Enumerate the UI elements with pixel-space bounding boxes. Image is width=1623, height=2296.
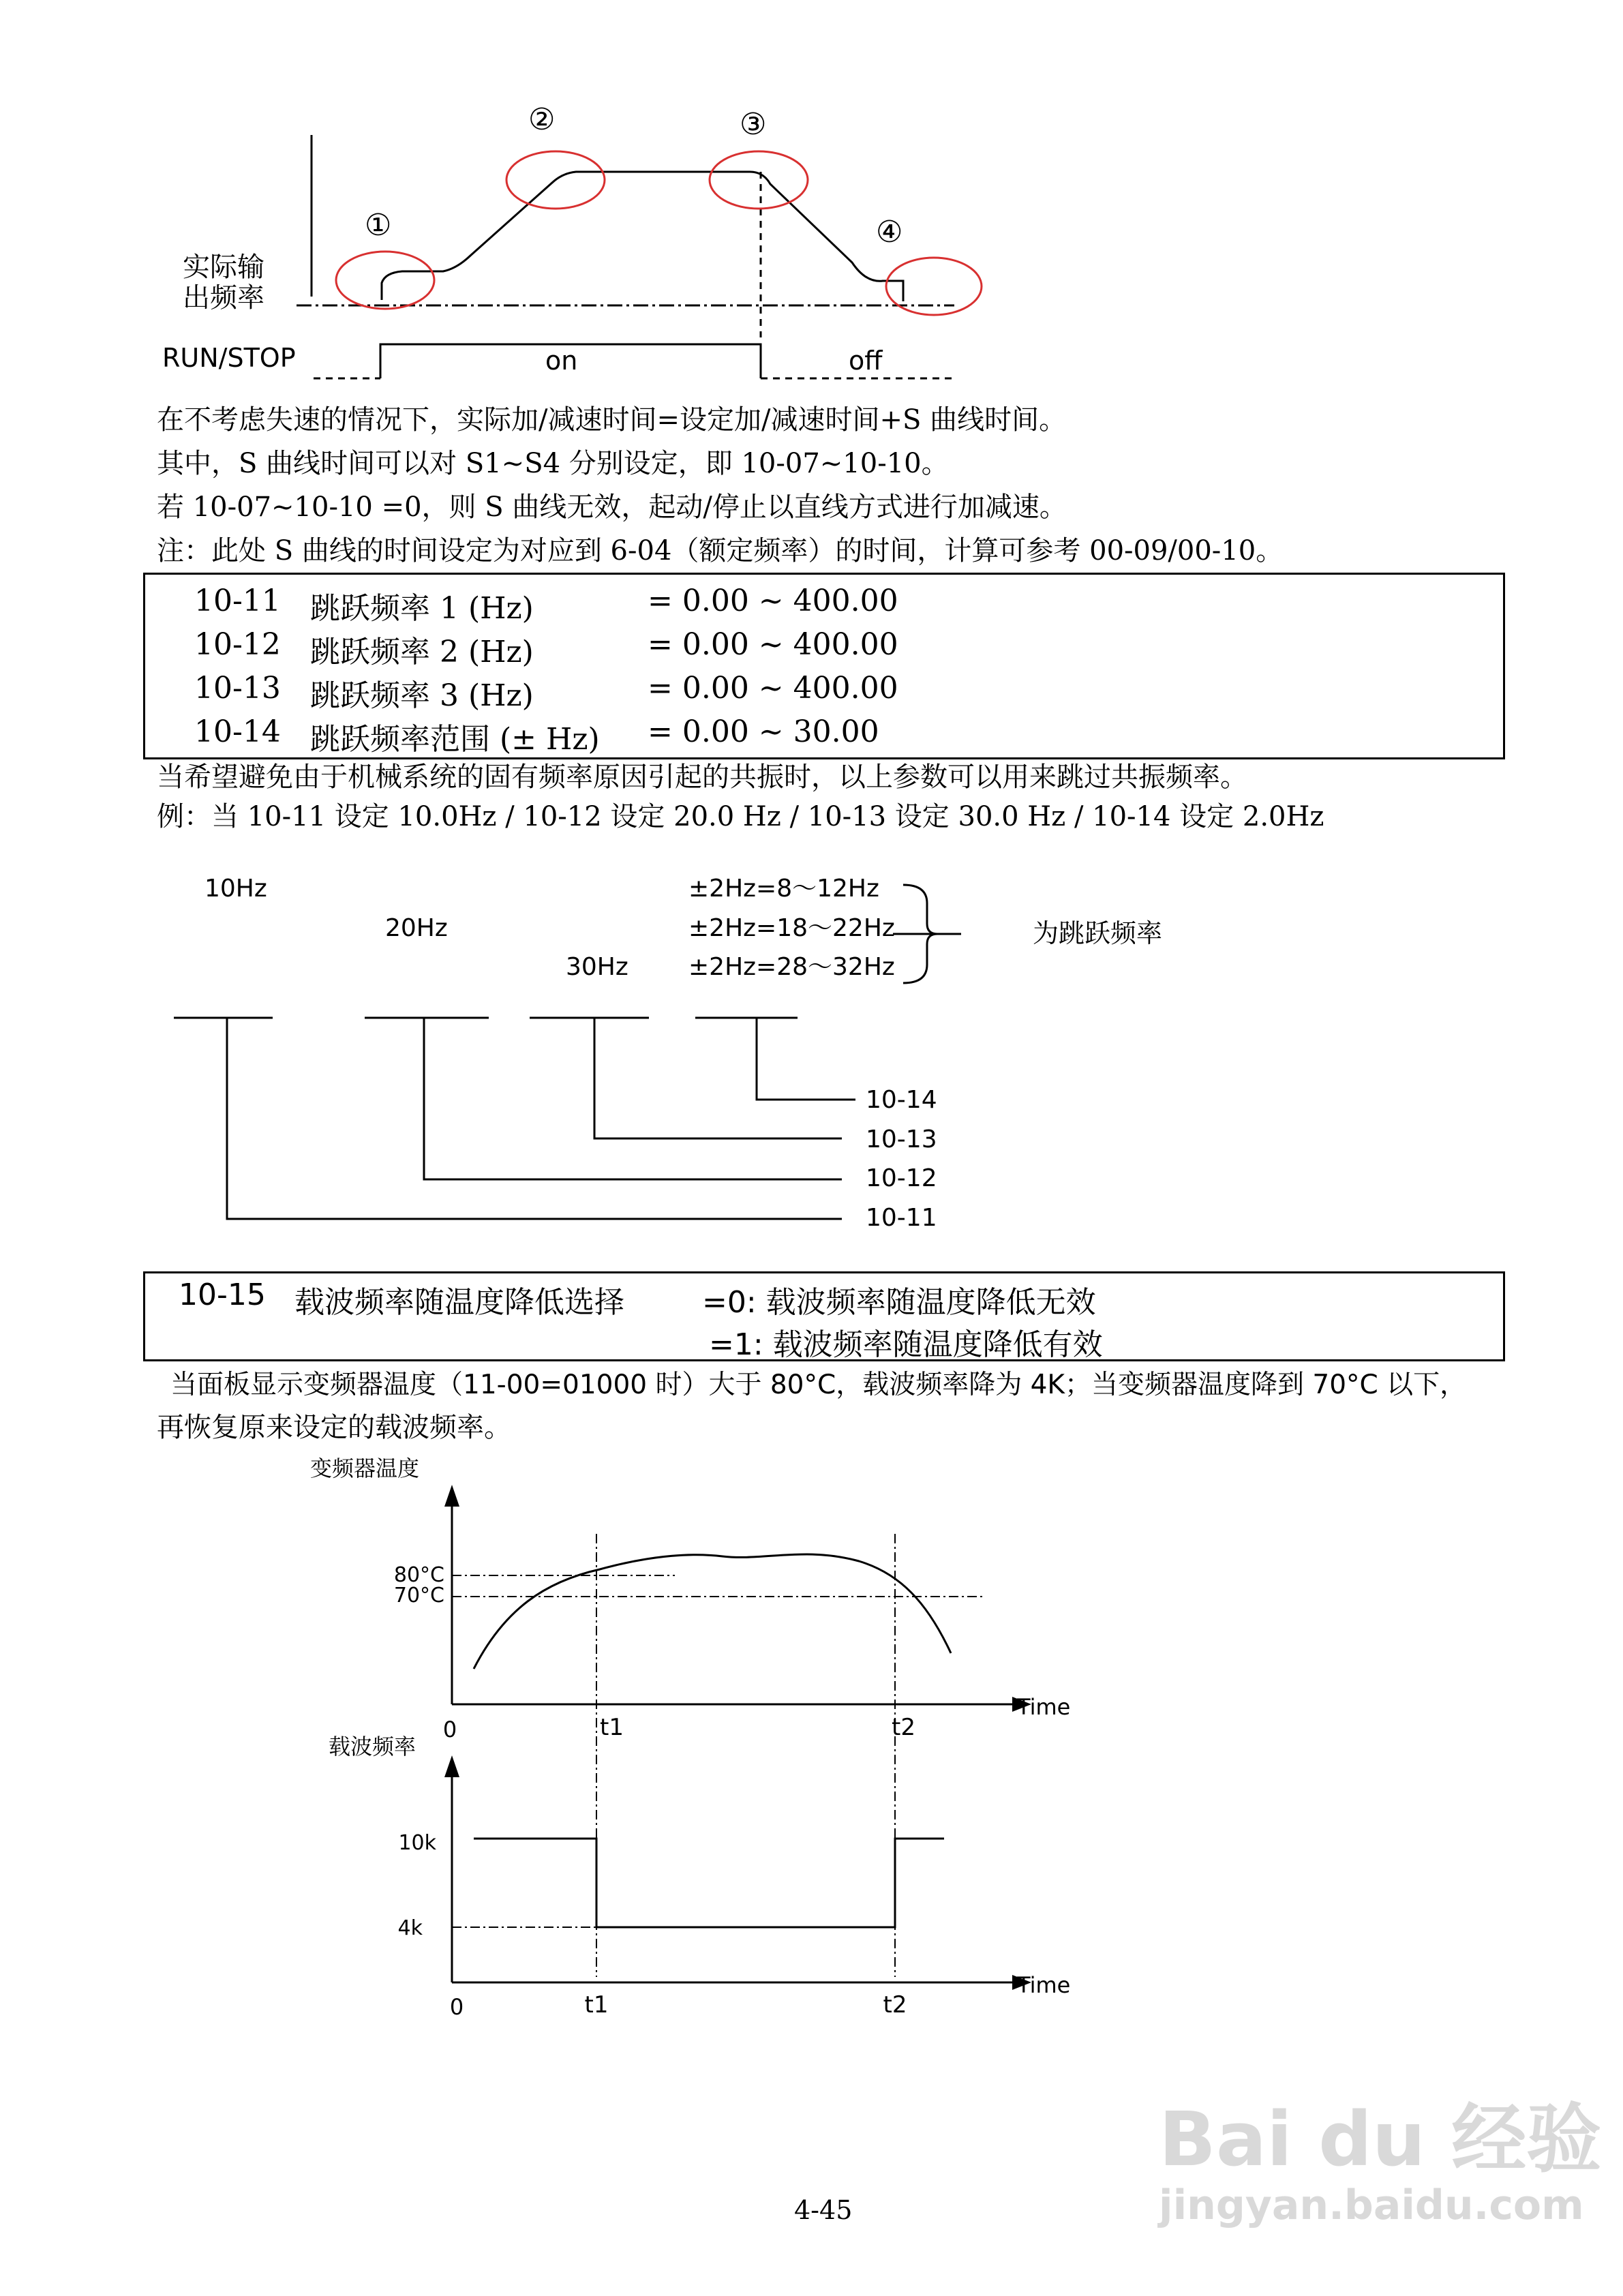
temperature-t1-label: t1: [600, 1714, 624, 1741]
jump-desc-line1: 当希望避免由于机械系统的固有频率原因引起的共振时，以上参数可以用来跳过共振频率。: [157, 761, 1247, 793]
temperature-carrier-figure: [286, 1452, 1104, 2031]
freq-20hz: 20Hz: [385, 914, 448, 942]
temp-70-label: 70°C: [393, 1584, 444, 1607]
carrier-opt0: =0: 载波频率随温度降低无效: [702, 1285, 1096, 1320]
param-code: 10-13: [194, 671, 281, 706]
leader-10-11: [227, 1018, 842, 1219]
leader-10-13: [594, 1018, 842, 1138]
paragraph-1: 在不考虑失速的情况下，实际加/减速时间=设定加/减速时间+S 曲线时间。: [157, 404, 1067, 436]
s-curve: [382, 172, 903, 301]
s-curve-figure: [150, 102, 1002, 395]
param-name: 跳跃频率范围 (± Hz): [310, 722, 600, 757]
s-curve-zone-1: [336, 252, 434, 309]
param-range: = 0.00 ~ 400.00: [648, 627, 898, 662]
param-code: 10-14: [194, 714, 281, 749]
param-range: = 0.00 ~ 30.00: [648, 714, 879, 749]
temperature-time-label: Time: [1017, 1694, 1071, 1720]
temperature-t2-label: t2: [892, 1714, 915, 1741]
param-name: 跳跃频率 2 (Hz): [310, 635, 534, 669]
label-10-13: 10-13: [866, 1126, 937, 1153]
temp-80-label: 80°C: [393, 1563, 444, 1587]
y-label-line2: 出频率: [183, 282, 264, 314]
carrier-t1-label: t1: [584, 1991, 609, 2019]
temperature-origin-label: 0: [442, 1717, 457, 1742]
jump-frequency-figure: [150, 866, 1241, 1248]
carrier-10k-label: 10k: [398, 1831, 436, 1855]
label-10-14: 10-14: [866, 1086, 937, 1114]
carrier-y-arrow: [444, 1755, 459, 1777]
baidu-watermark-url: jingyan.baidu.com: [1159, 2181, 1584, 2229]
freq-10hz: 10Hz: [204, 875, 267, 903]
page-number: 4-45: [794, 2195, 853, 2225]
label-10-12: 10-12: [866, 1164, 937, 1192]
marker-4: ④: [876, 215, 903, 250]
param-code: 10-11: [194, 584, 281, 618]
carrier-signal: [474, 1839, 944, 1927]
s-curve-zone-4: [886, 258, 982, 315]
carrier-axis-label: 载波频率: [329, 1734, 416, 1759]
jump-frequency-label: 为跳跃频率: [1033, 918, 1163, 948]
jump-desc-line2: 例：当 10-11 设定 10.0Hz / 10-12 设定 20.0 Hz / 10-13 设定 30.0 Hz / 10-14 设定 2.0Hz: [157, 801, 1324, 832]
temperature-y-arrow: [444, 1485, 459, 1507]
on-label: on: [545, 346, 578, 376]
range-2: ±2Hz=18～22Hz: [688, 914, 895, 942]
leader-10-14: [757, 1018, 855, 1100]
range-3: ±2Hz=28～32Hz: [688, 953, 895, 981]
carrier-t2-label: t2: [883, 1991, 907, 2019]
marker-2: ②: [528, 102, 556, 137]
freq-30hz: 30Hz: [566, 953, 628, 981]
param-code: 10-12: [194, 627, 281, 662]
carrier-param-code: 10-15: [179, 1278, 266, 1312]
param-range: = 0.00 ~ 400.00: [648, 671, 898, 706]
marker-3: ③: [740, 107, 767, 142]
range-1: ±2Hz=8～12Hz: [688, 875, 879, 903]
label-10-11: 10-11: [866, 1204, 937, 1232]
carrier-desc-line2: 再恢复原来设定的载波频率。: [157, 1412, 511, 1443]
temperature-curve: [474, 1554, 951, 1669]
marker-1: ①: [365, 208, 392, 243]
paragraph-4: 注：此处 S 曲线的时间设定为对应到 6-04（额定频率）的时间，计算可参考 00-09/00-10。: [157, 535, 1284, 567]
run-stop-label: RUN/STOP: [162, 343, 296, 373]
paragraph-2: 其中，S 曲线时间可以对 S1~S4 分别设定，即 10-07~10-10。: [157, 448, 949, 479]
baidu-watermark: Bai du 经验: [1159, 2096, 1602, 2183]
carrier-origin-label: 0: [449, 1994, 464, 2020]
paragraph-3: 若 10-07~10-10 =0，则 S 曲线无效，起动/停止以直线方式进行加减速。: [157, 492, 1067, 523]
param-range: = 0.00 ~ 400.00: [648, 584, 898, 618]
off-label: off: [849, 346, 883, 376]
param-name: 跳跃频率 1 (Hz): [310, 591, 534, 626]
carrier-time-label: Time: [1017, 1972, 1071, 1998]
y-label-line1: 实际输: [183, 252, 264, 283]
carrier-desc-line1: 当面板显示变频器温度（11-00=01000 时）大于 80°C，载波频率降为 4K；当变频器温度降到 70°C 以下，: [170, 1370, 1467, 1400]
temperature-axis-label: 变频器温度: [310, 1455, 420, 1481]
param-name: 跳跃频率 3 (Hz): [310, 678, 534, 713]
carrier-opt1: =1: 载波频率随温度降低有效: [709, 1327, 1103, 1362]
s-curve-zone-3: [710, 151, 808, 209]
carrier-param-name: 载波频率随温度降低选择: [294, 1285, 624, 1320]
carrier-4k-label: 4k: [397, 1916, 423, 1940]
